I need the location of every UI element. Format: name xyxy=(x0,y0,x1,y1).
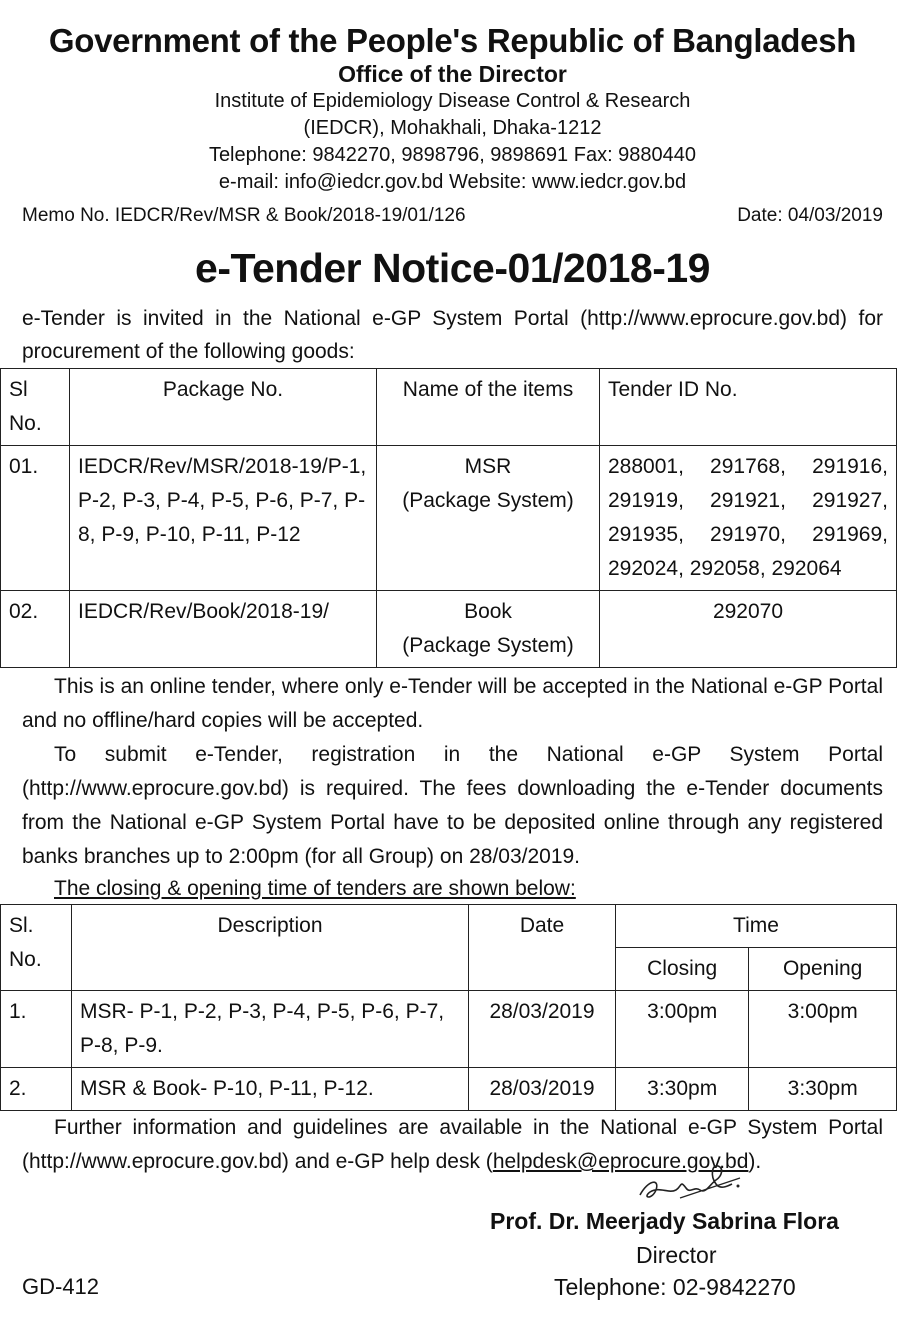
row-package: IEDCR/Rev/MSR/2018-19/P-1, P-2, P-3, P-4, P-5, P-6, P-7, P-8, P-9, P-10, P-11, P-12 xyxy=(70,446,377,591)
signatory-name: Prof. Dr. Meerjady Sabrina Flora xyxy=(490,1208,839,1234)
table-row xyxy=(1,591,897,668)
col-closing: Closing xyxy=(616,948,749,991)
helpdesk-email-link[interactable]: helpdesk@eprocure.gov.bd xyxy=(492,1150,749,1173)
col-date: Date xyxy=(469,905,616,991)
goods-table xyxy=(0,368,897,668)
online-paragraph: This is an online tender, where only e-Tender will be accepted in the National e-GP Portal and no offline/hard copies will be accepted. xyxy=(22,675,883,732)
notice-title: e-Tender Notice-01/2018-19 xyxy=(195,245,710,291)
memo-number: Memo No. IEDCR/Rev/MSR & Book/2018-19/01/126 xyxy=(22,205,466,226)
col-description: Description xyxy=(72,905,469,991)
institute-location: (IEDCR), Mohakhali, Dhaka-1212 xyxy=(303,117,602,139)
row-sl: 2. xyxy=(1,1068,72,1111)
table-row xyxy=(1,1068,897,1111)
registration-paragraph: To submit e-Tender, registration in the National e-GP System Portal (http://www.eprocure.gov.bd) is required. The fees downloading the e-Tender documents from the National e-GP System Portal have to be deposited online through any registered banks branches up to 2:00pm (for all Group) on 28/03/2019. xyxy=(22,743,883,868)
handwritten-signature-image xyxy=(620,1150,760,1210)
col-package: Package No. xyxy=(70,369,377,446)
further-info-end: ). xyxy=(748,1150,762,1173)
government-heading: Government of the People's Republic of Bangladesh xyxy=(48,22,857,59)
row-item xyxy=(377,591,600,668)
further-info-text: Further information and guidelines are available in the National e-GP System Portal (http://www.eprocure.gov.bd) and e-GP help desk ( xyxy=(22,1116,883,1173)
row-tender-ids: 292070 xyxy=(600,591,897,668)
row-date: 28/03/2019 xyxy=(469,1068,616,1111)
row-package: IEDCR/Rev/Book/2018-19/ xyxy=(70,591,377,668)
signatory-telephone: Telephone: 02-9842270 xyxy=(554,1274,796,1300)
signatory-title: Director xyxy=(636,1242,717,1268)
closing-heading xyxy=(22,874,883,904)
closing-heading-text: The closing & opening time of tenders are shown below: xyxy=(54,877,576,900)
row-closing: 3:00pm xyxy=(616,991,749,1068)
col-opening: Opening xyxy=(749,948,897,991)
row-description: MSR- P-1, P-2, P-3, P-4, P-5, P-6, P-7, P-8, P-9. xyxy=(72,991,469,1068)
tender-id-list: 288001, 291768, 291916, 291919, 291921, 291927, 291935, 291970, 291969, 292024, 292058, 292064 xyxy=(608,455,888,580)
item-name: Book xyxy=(464,600,512,623)
schedule-header xyxy=(1,905,897,948)
email-website-line: e-mail: info@iedcr.gov.bd Website: www.iedcr.gov.bd xyxy=(218,171,687,193)
row-sl: 1. xyxy=(1,991,72,1068)
col-time: Time xyxy=(616,905,897,948)
phone-fax-line: Telephone: 9842270, 9898796, 9898691 Fax: 9880440 xyxy=(208,144,697,166)
row-date: 28/03/2019 xyxy=(469,991,616,1068)
memo-row xyxy=(22,204,883,228)
intro-paragraph: e-Tender is invited in the National e-GP System Portal (http://www.eprocure.gov.bd) for procurement of the following goods: xyxy=(22,307,883,363)
col-tender-id: Tender ID No. xyxy=(600,369,897,446)
col-sl: Sl No. xyxy=(1,369,70,446)
gd-code: GD-412 xyxy=(22,1274,100,1299)
schedule-table xyxy=(0,904,897,1111)
table-row xyxy=(1,446,897,591)
row-opening: 3:30pm xyxy=(749,1068,897,1111)
goods-table-header xyxy=(1,369,897,446)
row-tender-ids xyxy=(600,446,897,591)
institute-name: Institute of Epidemiology Disease Control & Research xyxy=(214,90,691,112)
row-description: MSR & Book- P-10, P-11, P-12. xyxy=(72,1068,469,1111)
row-opening: 3:00pm xyxy=(749,991,897,1068)
memo-date: Date: 04/03/2019 xyxy=(737,205,883,226)
table-row xyxy=(1,991,897,1068)
item-sub: (Package System) xyxy=(402,489,574,512)
row-closing: 3:30pm xyxy=(616,1068,749,1111)
row-sl: 01. xyxy=(1,446,70,591)
office-heading: Office of the Director xyxy=(338,61,567,87)
row-item xyxy=(377,446,600,591)
item-sub: (Package System) xyxy=(402,634,574,657)
col-items: Name of the items xyxy=(377,369,600,446)
item-name: MSR xyxy=(464,455,512,478)
row-sl: 02. xyxy=(1,591,70,668)
col-sl: Sl. No. xyxy=(1,905,72,991)
